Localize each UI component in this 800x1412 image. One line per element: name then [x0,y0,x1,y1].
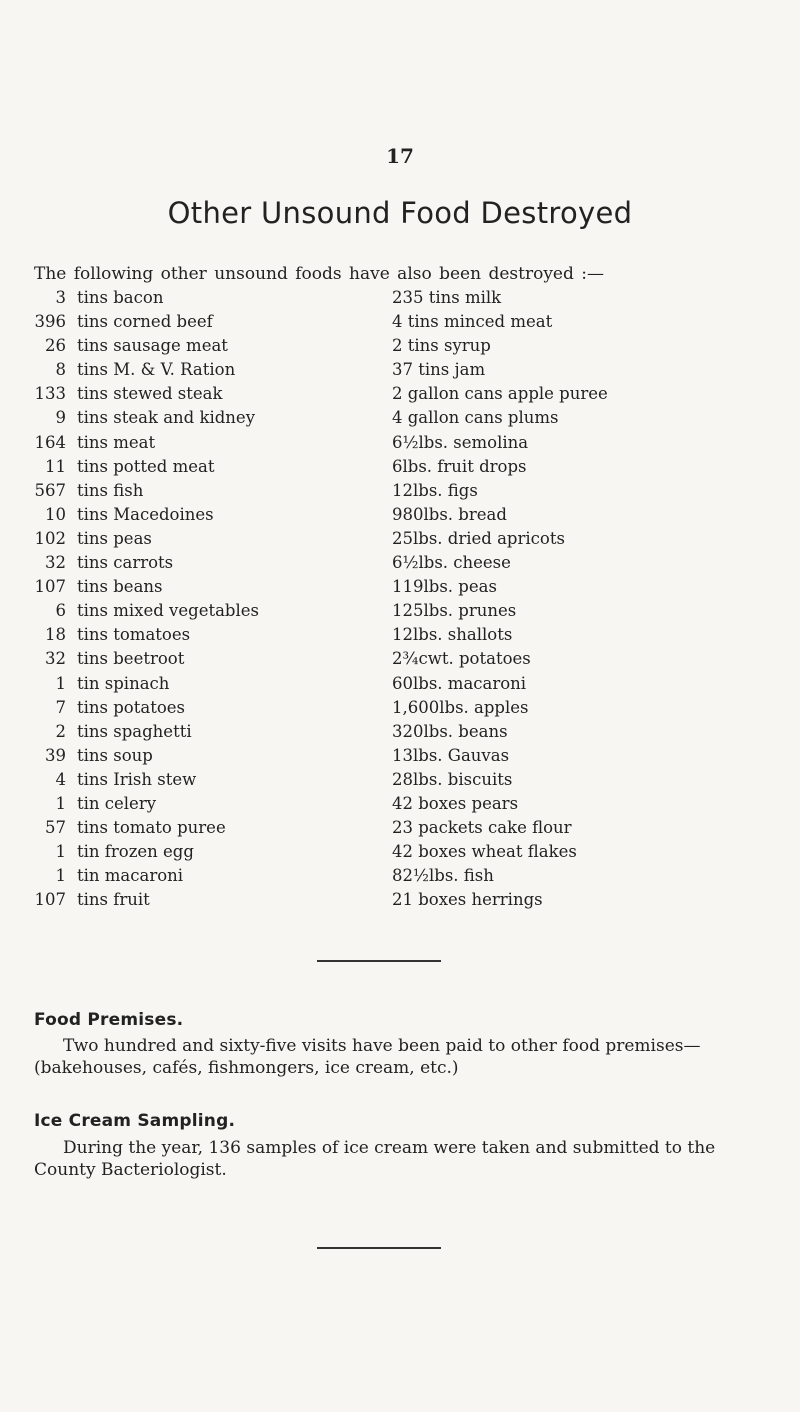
right-item: 60lbs. macaroni [392,673,527,693]
left-item-quantity: 39 [45,745,66,765]
left-item-description: tin macaroni [77,866,184,886]
food-premises-text: Two hundred and sixty-five visits have been paid to other food premises—(bakehouses, cafés, fishmongers, ice cream, etc.) [34,1036,701,1078]
left-item-description: tins stewed steak [77,384,223,404]
table-row [34,384,792,408]
intro-text: The following other unsound foods have also been destroyed :— [34,264,605,284]
right-item: 2 tins syrup [392,336,491,356]
table-row [34,312,792,336]
left-item-description: tins meat [77,432,156,452]
left-item-description: tin frozen egg [77,842,194,862]
table-row [34,818,792,842]
left-item-quantity: 8 [55,360,66,380]
table-row [34,770,792,794]
table-row [34,674,792,698]
right-item: 4 tins minced meat [392,312,553,332]
table-row [34,649,792,673]
right-item: 12lbs. shallots [392,625,513,645]
bottom-divider [317,1247,441,1249]
right-item: 37 tins jam [392,360,486,380]
left-item-description: tins M. & V. Ration [77,360,236,380]
left-item-quantity: 1 [55,842,66,862]
right-item: 1,600lbs. apples [392,697,529,717]
left-item-quantity: 107 [34,577,66,597]
right-item: 2¾cwt. potatoes [392,649,531,669]
right-item: 125lbs. prunes [392,601,517,621]
left-item-quantity: 1 [55,793,66,813]
section-divider [317,960,441,962]
right-item: 21 boxes herrings [392,890,543,910]
left-item-description: tins spaghetti [77,721,192,741]
left-item-quantity: 18 [45,625,66,645]
left-item-quantity: 133 [34,384,66,404]
table-row [34,360,792,384]
right-item: 6½lbs. cheese [392,553,511,573]
left-item-description: tins potted meat [77,456,215,476]
left-item-quantity: 7 [55,697,66,717]
right-item: 119lbs. peas [392,577,497,597]
left-item-description: tins bacon [77,288,164,307]
table-row [34,433,792,457]
left-item-quantity: 567 [34,480,66,500]
left-item-description: tins corned beef [77,312,213,332]
left-item-quantity: 10 [45,504,66,524]
left-item-quantity: 9 [55,408,66,428]
table-row [34,529,792,553]
table-row [34,408,792,432]
page-title: Other Unsound Food Destroyed [167,196,633,230]
left-item-quantity: 107 [34,890,66,910]
left-item-description: tins tomatoes [77,625,191,645]
table-row [34,288,792,312]
table-row [34,577,792,601]
left-item-description: tins beetroot [77,649,185,669]
right-item: 235 tins milk [392,288,502,307]
table-row [34,890,792,914]
right-item: 23 packets cake flour [392,818,572,838]
destroyed-foods-table [34,288,792,914]
left-item-quantity: 32 [45,649,66,669]
left-item-description: tins tomato puree [77,818,226,838]
right-item: 980lbs. bread [392,504,507,524]
table-row [34,601,792,625]
table-row [34,746,792,770]
right-item: 42 boxes pears [392,793,519,813]
left-item-description: tins steak and kidney [77,408,256,428]
left-item-description: tins potatoes [77,697,186,717]
ice-cream-text: During the year, 136 samples of ice cream were taken and submitted to the County Bacteriologist. [34,1138,716,1180]
left-item-description: tins Irish stew [77,769,197,789]
left-item-quantity: 3 [55,288,66,307]
right-item: 6lbs. fruit drops [392,456,527,476]
left-item-quantity: 102 [34,528,66,548]
left-item-quantity: 164 [34,432,66,452]
left-item-quantity: 1 [55,866,66,886]
left-item-description: tins fruit [77,890,150,910]
left-item-description: tins carrots [77,553,174,573]
food-premises-heading: Food Premises. [34,1010,184,1030]
left-item-description: tins Macedoines [77,504,214,524]
table-row [34,794,792,818]
table-row [34,698,792,722]
left-item-quantity: 6 [55,601,66,621]
right-item: 13lbs. Gauvas [392,745,510,765]
table-row [34,866,792,890]
right-item: 28lbs. biscuits [392,769,513,789]
left-item-description: tins sausage meat [77,336,228,356]
left-item-description: tin spinach [77,673,170,693]
left-item-quantity: 57 [45,818,66,838]
right-item: 6½lbs. semolina [392,432,529,452]
left-item-description: tins fish [77,480,144,500]
page-number: 17 [386,144,414,168]
right-item: 82½lbs. fish [392,866,494,886]
right-item: 4 gallon cans plums [392,408,559,428]
left-item-description: tins peas [77,528,152,548]
left-item-quantity: 11 [45,456,66,476]
table-row [34,553,792,577]
right-item: 320lbs. beans [392,721,508,741]
left-item-quantity: 4 [55,769,66,789]
table-row [34,842,792,866]
table-row [34,457,792,481]
table-row [34,505,792,529]
ice-cream-heading: Ice Cream Sampling. [34,1111,236,1131]
left-item-quantity: 1 [55,673,66,693]
table-row [34,625,792,649]
right-item: 42 boxes wheat flakes [392,842,577,862]
table-row [34,336,792,360]
table-row [34,722,792,746]
left-item-quantity: 396 [34,312,66,332]
left-item-description: tin celery [77,793,157,813]
left-item-description: tins soup [77,745,153,765]
table-row [34,481,792,505]
left-item-description: tins beans [77,577,163,597]
left-item-quantity: 26 [45,336,66,356]
right-item: 2 gallon cans apple puree [392,384,608,404]
destroyed-foods-body [34,288,792,914]
left-item-description: tins mixed vegetables [77,601,259,621]
right-item: 12lbs. figs [392,480,478,500]
right-item: 25lbs. dried apricots [392,528,565,548]
left-item-quantity: 2 [55,721,66,741]
left-item-quantity: 32 [45,553,66,573]
